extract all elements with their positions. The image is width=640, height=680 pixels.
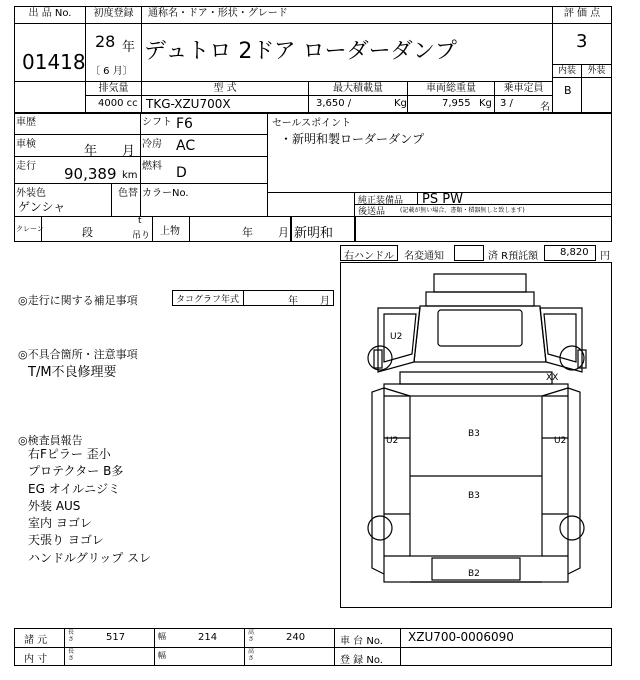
vehicle-damage-diagram bbox=[340, 262, 612, 608]
displacement-value: 4000 cc bbox=[98, 98, 138, 109]
interior-label: 内装 bbox=[552, 64, 582, 78]
lot-label: 出 品 No. bbox=[14, 6, 86, 24]
after-note: (記載が無い場合、書類・積器無しと致します) bbox=[400, 207, 525, 214]
fuel-value: D bbox=[176, 165, 187, 181]
rating-label: 評 価 点 bbox=[552, 6, 612, 24]
displacement-label: 排気量 bbox=[85, 81, 142, 96]
list-item: ハンドルグリップ スレ bbox=[28, 550, 152, 565]
driving-remarks-label: ◎走行に関する補足事項 bbox=[18, 294, 138, 307]
model-value: TKG-XZU700X bbox=[146, 97, 231, 111]
max-load-label: 最大積載量 bbox=[308, 81, 408, 96]
chassis-label: 車 台 No. bbox=[340, 636, 383, 647]
footer-table bbox=[14, 628, 612, 666]
interior-grade: B bbox=[564, 84, 572, 97]
damage-mark-u2-top: U2 bbox=[390, 332, 403, 342]
model-label: 型 式 bbox=[141, 81, 309, 96]
desc-label: 通称名・ドア・形状・グレード bbox=[141, 6, 553, 24]
inner-length-label: 長さ bbox=[68, 648, 75, 662]
crane-label: クレーン bbox=[16, 225, 44, 233]
mileage-value: 90,389 bbox=[64, 165, 117, 183]
height-label: 高さ bbox=[248, 629, 255, 643]
height-value: 240 bbox=[286, 632, 306, 643]
defect-label: ◎不具合箇所・注意事項 bbox=[18, 348, 138, 361]
equipment-label: 純正装備品 bbox=[358, 196, 404, 206]
inspector-list bbox=[28, 446, 151, 567]
mileage-label: 走行 bbox=[16, 161, 36, 172]
body-maker: 新明和 bbox=[294, 226, 334, 241]
shift-value: F6 bbox=[176, 116, 193, 132]
crane-stage: 段 bbox=[82, 226, 93, 239]
ac-label: 冷房 bbox=[142, 139, 162, 150]
body-label: 上物 bbox=[160, 226, 180, 237]
reg-year-unit: 年 bbox=[122, 40, 136, 55]
list-item: 天張り ヨゴレ bbox=[28, 533, 104, 548]
damage-mark-u2-right: U2 bbox=[554, 436, 567, 446]
name-change-label: 名変通知 bbox=[404, 251, 444, 262]
capacity-unit: 名 bbox=[540, 102, 550, 113]
max-load-value: 3,650 / bbox=[316, 98, 352, 109]
damage-mark-xx: XX bbox=[546, 373, 559, 383]
tacho-label: タコグラフ年式 bbox=[176, 295, 240, 305]
car-name: デュトロ 2ドア ローダーダンプ bbox=[144, 39, 457, 64]
tacho-year: 年 bbox=[288, 296, 298, 307]
list-item: プロテクター B多 bbox=[28, 464, 124, 479]
name-change-box bbox=[454, 245, 484, 261]
damage-mark-u2-left: U2 bbox=[386, 436, 399, 446]
details-table bbox=[14, 112, 612, 244]
steering-side: 右ハンドル bbox=[344, 251, 394, 262]
recycle-unit: 円 bbox=[600, 251, 610, 262]
capacity-label: 乗車定員 bbox=[494, 81, 553, 96]
body-month: 月 bbox=[278, 226, 289, 239]
shift-label: シフト bbox=[142, 117, 172, 128]
inner-height-label: 高さ bbox=[248, 648, 255, 662]
width-label: 幅 bbox=[158, 632, 166, 641]
inner-dims-label: 内 寸 bbox=[24, 654, 48, 665]
gross-weight-label: 車両総重量 bbox=[407, 81, 495, 96]
sales-label: セールスポイント bbox=[272, 118, 352, 129]
sales-point: ・新明和製ローダーダンプ bbox=[280, 132, 425, 146]
inner-width-label: 幅 bbox=[158, 651, 166, 660]
list-item: 室内 ヨゴレ bbox=[28, 516, 92, 531]
exterior-label: 外装 bbox=[581, 64, 612, 78]
reg-year: 28 bbox=[95, 32, 116, 51]
damage-mark-b3-lower: B3 bbox=[468, 491, 480, 501]
capacity-value: 3 / bbox=[500, 98, 513, 109]
damage-mark-b3-upper: B3 bbox=[468, 429, 480, 439]
header-table bbox=[14, 6, 612, 114]
length-label: 長さ bbox=[68, 629, 75, 643]
color-change-label: 色替 bbox=[118, 188, 138, 199]
chassis-value: XZU700-0006090 bbox=[408, 630, 514, 644]
reg-no-label: 登 録 No. bbox=[340, 655, 383, 666]
defect-item: T/M不良修理要 bbox=[28, 365, 117, 380]
inspection-year: 年 bbox=[84, 144, 98, 159]
gross-weight-value: 7,955 bbox=[442, 98, 471, 109]
exterior-color-label: 外装色 bbox=[16, 188, 46, 199]
inspection-month: 月 bbox=[122, 144, 136, 159]
recycle-label: 済 R預託額 bbox=[488, 251, 539, 262]
gross-weight-unit: Kg bbox=[479, 98, 492, 109]
equipment-value: PS PW bbox=[422, 192, 463, 207]
mileage-unit: km bbox=[122, 170, 138, 181]
max-load-unit: Kg bbox=[394, 98, 407, 109]
width-value: 214 bbox=[198, 632, 218, 643]
after-label: 後送品 bbox=[358, 207, 386, 217]
crane-ton: t bbox=[138, 216, 142, 226]
list-item: 外装 AUS bbox=[28, 498, 81, 513]
dims-label: 諸 元 bbox=[24, 635, 48, 646]
fuel-label: 燃料 bbox=[142, 161, 162, 172]
tacho-month: 月 bbox=[320, 296, 330, 307]
lot-number: 01418 bbox=[22, 50, 86, 74]
crane-hoist: 吊り bbox=[132, 231, 151, 241]
rating-value: 3 bbox=[576, 31, 588, 52]
inspector-label: ◎検査員報告 bbox=[18, 434, 83, 447]
damage-mark-b2: B2 bbox=[468, 569, 480, 579]
first-reg-label: 初度登録 bbox=[85, 6, 142, 24]
color-no-label: カラーNo. bbox=[142, 188, 189, 199]
exterior-color-value: ゲンシャ bbox=[18, 200, 66, 214]
history-label: 車歴 bbox=[16, 117, 36, 128]
body-year: 年 bbox=[242, 226, 253, 239]
reg-month: 〔 6 月〕 bbox=[90, 66, 133, 77]
length-value: 517 bbox=[106, 632, 126, 643]
ac-value: AC bbox=[176, 138, 196, 154]
inspection-label: 車検 bbox=[16, 139, 36, 150]
list-item: EG オイルニジミ bbox=[28, 481, 121, 496]
list-item: 右Fピラー 歪小 bbox=[28, 447, 111, 461]
recycle-amount: 8,820 bbox=[560, 247, 589, 258]
